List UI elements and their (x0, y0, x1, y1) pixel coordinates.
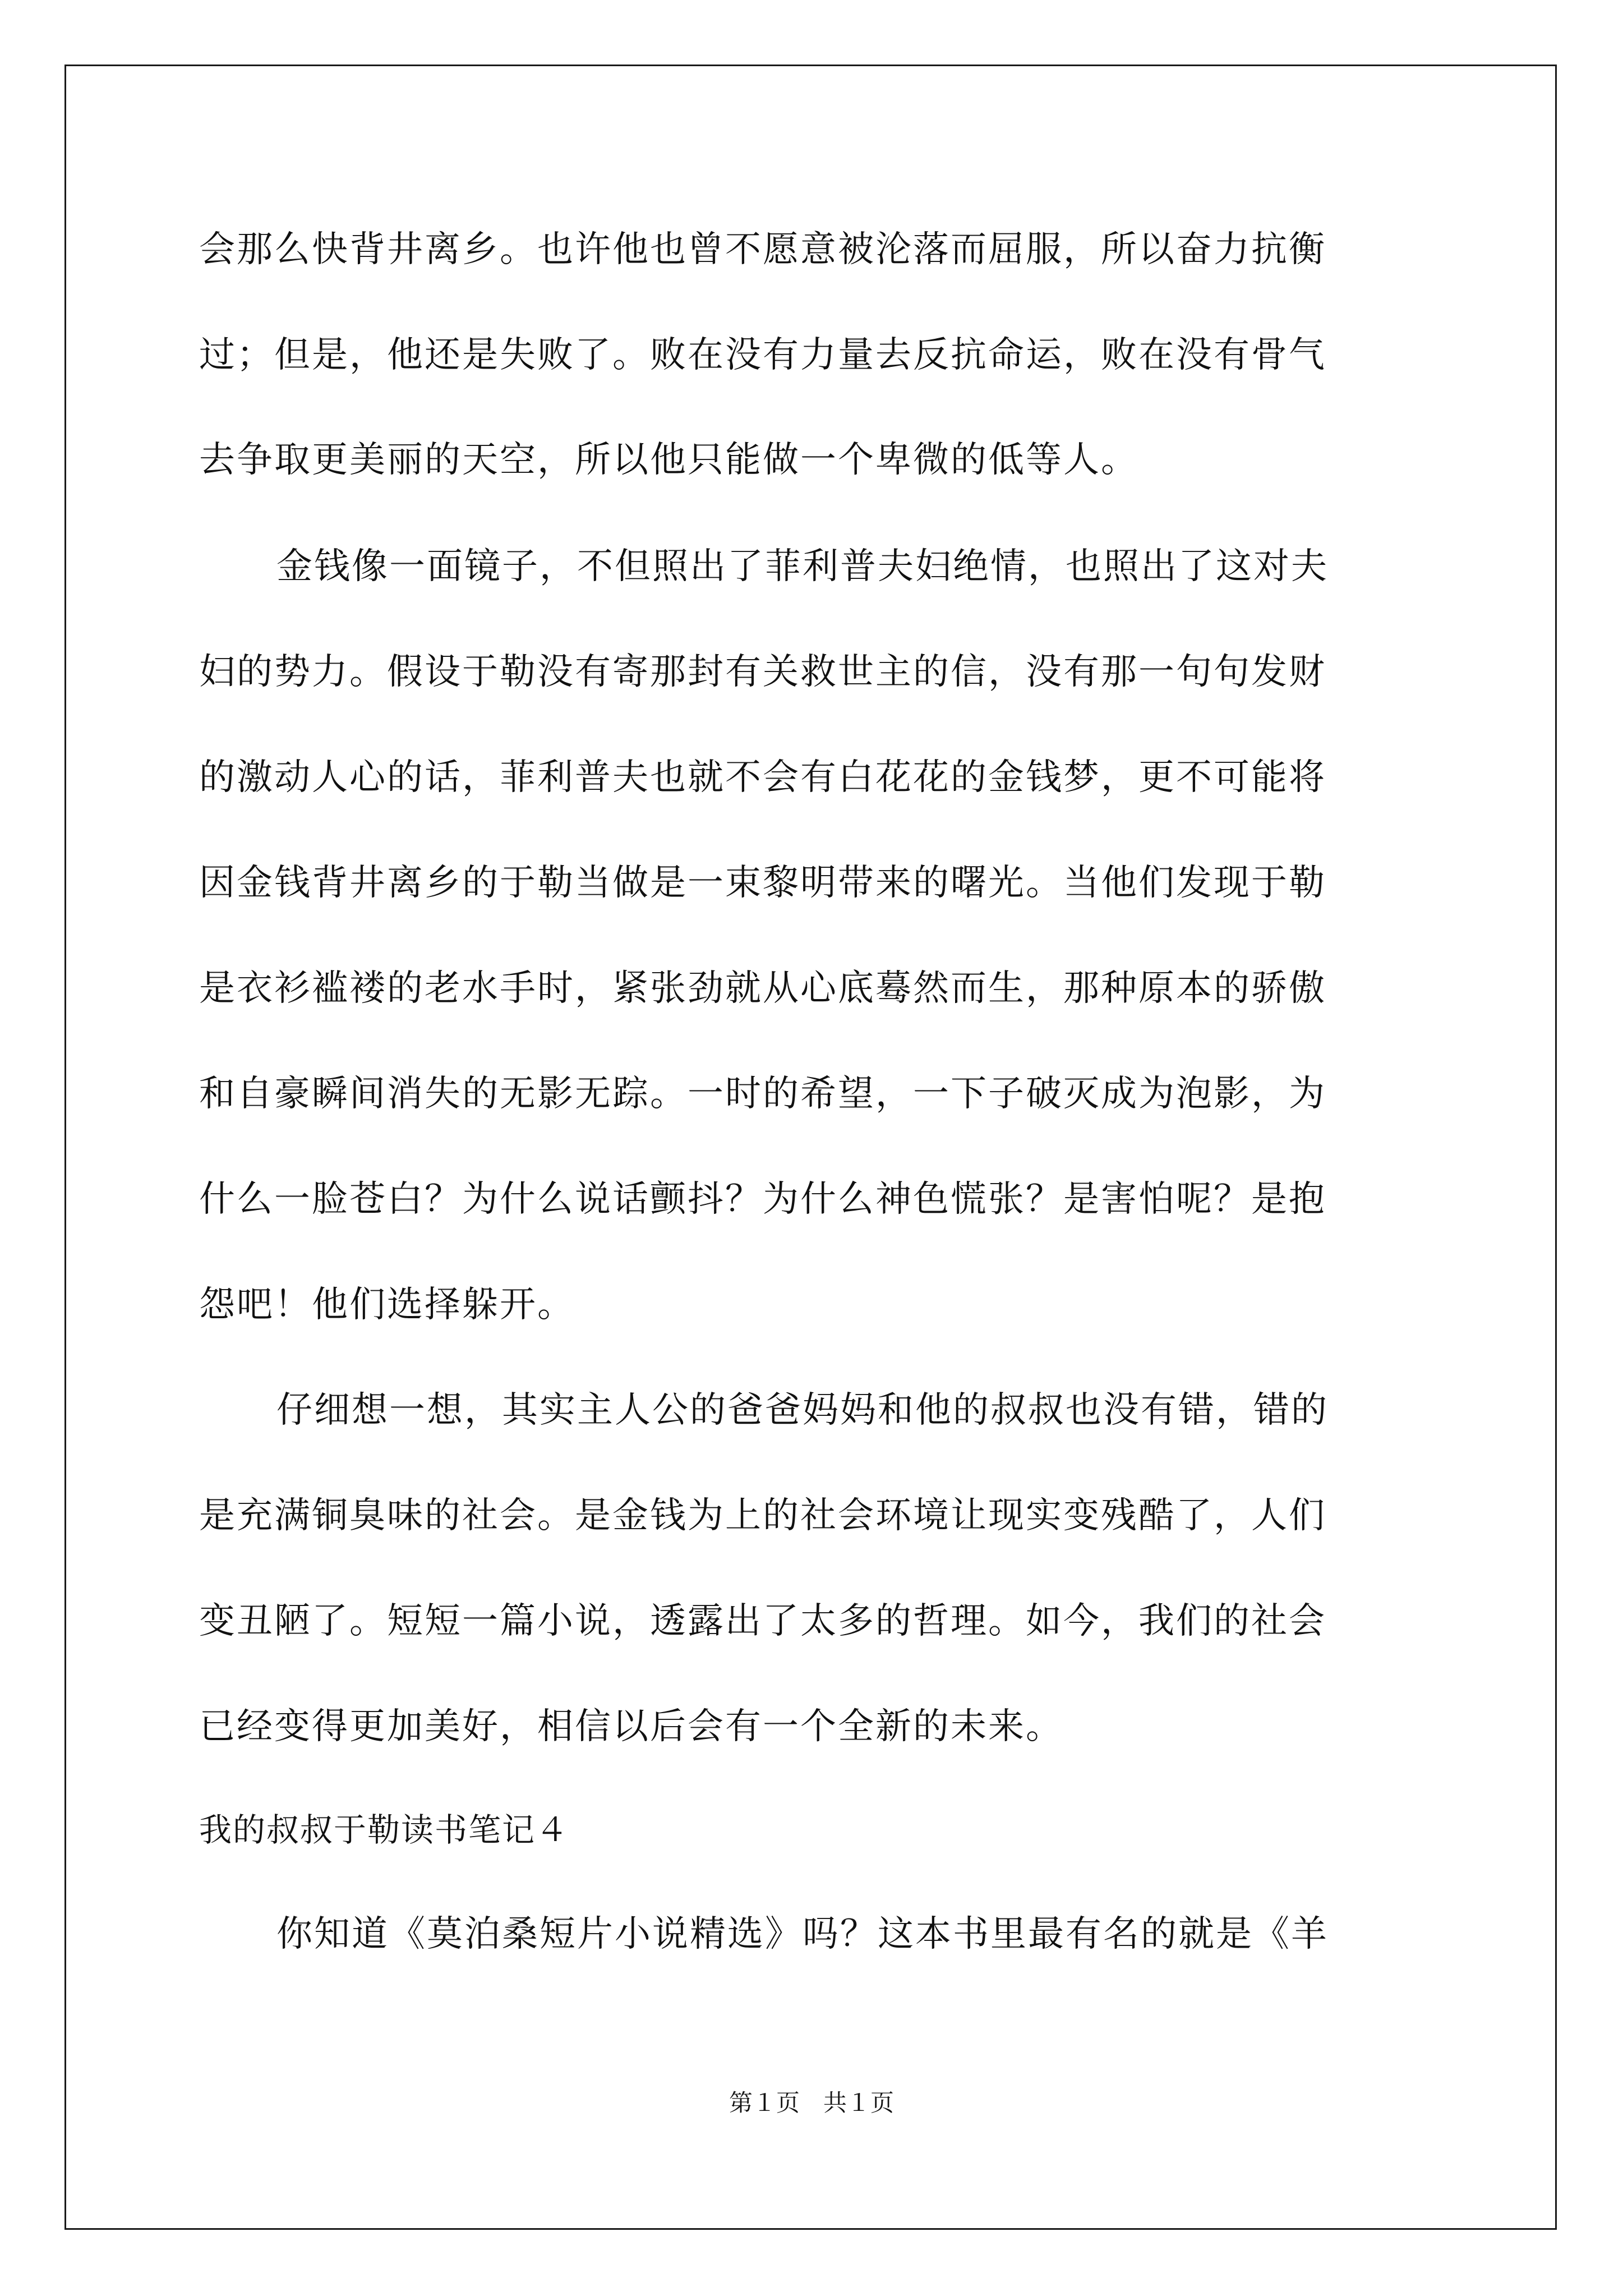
page-footer (0, 2088, 1623, 2119)
section-heading: 我的叔叔于勒读书笔记４ (199, 1811, 570, 1849)
body-line-16: 你知道《莫泊桑短片小说精选》吗？这本书里最有名的就是《羊 (276, 1913, 1329, 1955)
body-line-6: 的激动人心的话，菲利普夫也就不会有白花花的金钱梦，更不可能将 (199, 757, 1326, 798)
body-line-8: 是衣衫褴褛的老水手时，紧张劲就从心底蓦然而生，那种原本的骄傲 (199, 968, 1326, 1009)
body-line-10: 什么一脸苍白？为什么说话颤抖？为什么神色慌张？是害怕呢？是抱 (199, 1179, 1326, 1220)
body-line-14: 变丑陋了。短短一篇小说，透露出了太多的哲理。如今，我们的社会 (199, 1600, 1326, 1642)
body-line-15: 已经变得更加美好，相信以后会有一个全新的未来。 (199, 1706, 1063, 1747)
body-line-7: 因金钱背井离乡的于勒当做是一束黎明带来的曙光。当他们发现于勒 (199, 862, 1326, 904)
page-number-label: 第１页 共１页 (728, 2091, 894, 2116)
body-line-9: 和自豪瞬间消失的无影无踪。一时的希望，一下子破灭成为泡影，为 (199, 1073, 1326, 1115)
page-border (64, 65, 1557, 2230)
body-line-1: 会那么快背井离乡。也许他也曾不愿意被沦落而屈服，所以奋力抗衡 (199, 229, 1326, 270)
body-line-12: 仔细想一想，其实主人公的爸爸妈妈和他的叔叔也没有错，错的 (276, 1389, 1329, 1431)
body-line-13: 是充满铜臭味的社会。是金钱为上的社会环境让现实变残酷了，人们 (199, 1495, 1326, 1536)
body-line-5: 妇的势力。假设于勒没有寄那封有关救世主的信，没有那一句句发财 (199, 651, 1326, 693)
body-line-3: 去争取更美丽的天空，所以他只能做一个卑微的低等人。 (199, 439, 1138, 481)
body-line-2: 过；但是，他还是失败了。败在没有力量去反抗命运，败在没有骨气 (199, 334, 1326, 376)
body-line-4: 金钱像一面镜子，不但照出了菲利普夫妇绝情，也照出了这对夫 (276, 546, 1329, 587)
body-line-11: 怨吧！他们选择躲开。 (199, 1284, 575, 1326)
